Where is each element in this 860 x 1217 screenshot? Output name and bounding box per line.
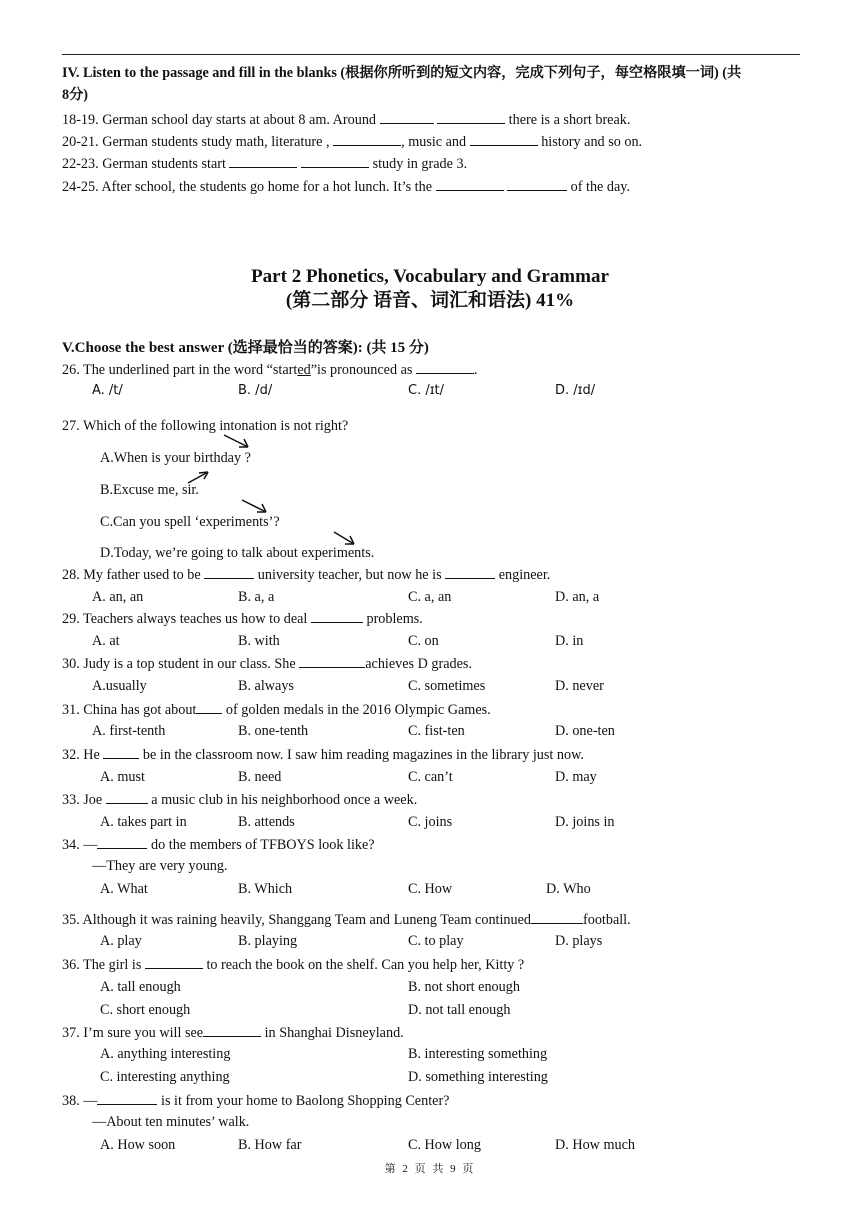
q26-stem: 26. The underlined part in the word “start: [62, 362, 298, 378]
option-c[interactable]: C. sometimes: [408, 678, 486, 694]
option-d[interactable]: D. one-ten: [555, 723, 615, 739]
q38-text-end: is it from your home to Baolong Shopping Center?: [161, 1093, 450, 1109]
option-a[interactable]: A. How soon: [100, 1137, 176, 1153]
answer-blank[interactable]: [416, 360, 474, 374]
question-28: [62, 565, 550, 584]
q18-text-end: there is a short break.: [508, 112, 631, 128]
option-a[interactable]: A. tall enough: [100, 979, 181, 995]
q34-text: 34. —: [62, 837, 98, 853]
option-b[interactable]: B. one-tenth: [238, 723, 309, 739]
option-c[interactable]: C. short enough: [100, 1002, 191, 1018]
q28-text-end: engineer.: [498, 567, 551, 583]
question-34: [62, 835, 375, 854]
option-a[interactable]: A. play: [100, 933, 142, 949]
answer-blank[interactable]: [203, 1023, 261, 1037]
answer-blank[interactable]: [445, 565, 495, 579]
answer-blank[interactable]: [531, 910, 583, 924]
option-c[interactable]: C. How long: [408, 1137, 481, 1153]
option-c[interactable]: C. a, an: [408, 589, 452, 605]
option-a[interactable]: A.usually: [92, 678, 147, 694]
option-d[interactable]: D. in: [555, 633, 584, 649]
answer-blank[interactable]: [106, 790, 148, 804]
option-c[interactable]: C. interesting anything: [100, 1069, 230, 1085]
question-18-19: [62, 110, 630, 129]
answer-blank[interactable]: [301, 154, 369, 168]
option-d[interactable]: D. not tall enough: [408, 1002, 511, 1018]
option-a[interactable]: A. must: [100, 769, 145, 785]
part-2-title: Part 2 Phonetics, Vocabulary and Grammar: [251, 266, 609, 287]
option-b[interactable]: B. How far: [238, 1137, 302, 1153]
answer-blank[interactable]: [299, 654, 365, 668]
q20-text: 20-21. German students study math, literature ,: [62, 134, 330, 150]
q24-text-end: of the day.: [570, 179, 630, 195]
answer-blank[interactable]: [436, 177, 504, 191]
option-b[interactable]: B. with: [238, 633, 280, 649]
answer-blank[interactable]: [204, 565, 254, 579]
q22-text-end: study in grade 3.: [372, 156, 468, 172]
option-c[interactable]: C. /ɪt/: [408, 383, 445, 398]
option-b[interactable]: B. Which: [238, 881, 293, 897]
q36-text: 36. The girl is: [62, 957, 142, 973]
option-d[interactable]: D.Today, we’re going to talk about experiments.: [100, 545, 375, 561]
question-31: [62, 700, 491, 719]
q20-text-mid: , music and: [401, 134, 467, 150]
option-d[interactable]: D. something interesting: [408, 1069, 548, 1085]
question-29: [62, 609, 423, 628]
answer-blank[interactable]: [380, 110, 434, 124]
question-24-25: [62, 177, 630, 196]
answer-blank[interactable]: [97, 835, 147, 849]
option-b[interactable]: B.Excuse me, sir.: [100, 482, 199, 498]
q37-text: 37. I’m sure you will see: [62, 1025, 204, 1041]
question-30: [62, 654, 472, 673]
option-b[interactable]: B. need: [238, 769, 282, 785]
option-d[interactable]: D. How much: [555, 1137, 635, 1153]
q32-text-end: be in the classroom now. I saw him reading magazines in the library just now.: [142, 747, 584, 763]
question-36: [62, 955, 524, 974]
option-d[interactable]: D. may: [555, 769, 597, 785]
option-c[interactable]: C. on: [408, 633, 439, 649]
q22-text: 22-23. German students start: [62, 156, 226, 172]
option-c[interactable]: C. to play: [408, 933, 464, 949]
q26-stem-end: .: [473, 362, 478, 378]
option-a[interactable]: A. /t/: [92, 383, 123, 398]
answer-blank[interactable]: [145, 955, 203, 969]
question-37: [62, 1023, 404, 1042]
section-iv-heading: IV. Listen to the passage and fill in the blanks (根据你所听到的短文内容，完成下列句子，每空格限填一词) (共: [62, 65, 742, 81]
option-d[interactable]: D. Who: [546, 881, 591, 897]
q29-text: 29. Teachers always teaches us how to deal: [62, 611, 308, 627]
option-a[interactable]: A. What: [100, 881, 148, 897]
question-22-23: [62, 154, 467, 173]
part-2-subtitle: (第二部分 语音、词汇和语法) 41%: [285, 290, 575, 311]
option-d[interactable]: D. /ɪd/: [555, 383, 596, 398]
option-a[interactable]: A. takes part in: [100, 814, 187, 830]
answer-blank[interactable]: [311, 609, 363, 623]
option-b[interactable]: B. a, a: [238, 589, 275, 605]
q18-text: 18-19. German school day starts at about 8 am. Around: [62, 112, 377, 128]
q33-text-end: a music club in his neighborhood once a week.: [151, 792, 418, 808]
option-a[interactable]: A. first-tenth: [92, 723, 166, 739]
q35-text: 35. Although it was raining heavily, Shanggang Team and Luneng Team continued: [62, 912, 531, 928]
q30-text: 30. Judy is a top student in our class. She: [62, 656, 296, 672]
option-b[interactable]: B. /d/: [238, 383, 273, 398]
option-d[interactable]: D. plays: [555, 933, 603, 949]
question-38: [62, 1091, 449, 1110]
q30-text-end: achieves D grades.: [365, 656, 472, 672]
question-26: [62, 360, 478, 379]
question-35: [62, 910, 631, 929]
option-c[interactable]: C. How: [408, 881, 453, 897]
page-number: 第 2 页 共 9 页: [384, 1163, 476, 1175]
question-20-21: [62, 132, 642, 151]
q26-underlined: ed: [297, 362, 311, 378]
option-a[interactable]: A. an, an: [92, 589, 144, 605]
option-b[interactable]: B. playing: [238, 933, 298, 949]
answer-blank[interactable]: [103, 745, 139, 759]
q37-text-end: in Shanghai Disneyland.: [264, 1025, 404, 1041]
option-b[interactable]: B. always: [238, 678, 294, 694]
answer-blank[interactable]: [196, 700, 222, 714]
question-32: [62, 745, 584, 764]
q26-stem-b: ”is pronounced as: [310, 362, 413, 378]
section-iv-heading-cont: 8分): [62, 87, 89, 103]
answer-blank[interactable]: [437, 110, 505, 124]
q29-text-end: problems.: [366, 611, 423, 627]
option-a[interactable]: A. anything interesting: [100, 1046, 231, 1062]
option-c[interactable]: C. fist-ten: [408, 723, 465, 739]
option-a[interactable]: A. at: [92, 633, 120, 649]
option-d[interactable]: D. an, a: [555, 589, 600, 605]
section-v-heading: V.Choose the best answer (选择最恰当的答案): (共 15 分): [62, 340, 429, 356]
option-a[interactable]: A.When is your birthday ?: [100, 450, 251, 466]
option-b[interactable]: B. interesting something: [408, 1046, 548, 1062]
top-divider: [62, 54, 800, 55]
option-c[interactable]: C.Can you spell ‘experiments’?: [100, 514, 280, 530]
question-27: 27. Which of the following intonation is not right?: [62, 418, 349, 434]
answer-blank[interactable]: [333, 132, 401, 146]
q24-text: 24-25. After school, the students go home for a hot lunch. It’s the: [62, 179, 432, 195]
answer-blank[interactable]: [507, 177, 567, 191]
option-b[interactable]: B. not short enough: [408, 979, 520, 995]
q34-reply: —They are very young.: [92, 858, 228, 874]
q38-text: 38. —: [62, 1093, 98, 1109]
q31-text-end: of golden medals in the 2016 Olympic Games.: [225, 702, 491, 718]
q34-text-end: do the members of TFBOYS look like?: [151, 837, 375, 853]
option-c[interactable]: C. joins: [408, 814, 453, 830]
question-33: [62, 790, 417, 809]
q36-text-end: to reach the book on the shelf. Can you help her, Kitty ?: [206, 957, 525, 973]
answer-blank[interactable]: [97, 1091, 157, 1105]
q35-text-end: football.: [583, 912, 631, 928]
option-b[interactable]: B. attends: [238, 814, 295, 830]
answer-blank[interactable]: [229, 154, 297, 168]
option-d[interactable]: D. joins in: [555, 814, 615, 830]
answer-blank[interactable]: [470, 132, 538, 146]
option-c[interactable]: C. can’t: [408, 769, 453, 785]
q28-text-mid: university teacher, but now he is: [257, 567, 442, 583]
q28-text: 28. My father used to be: [62, 567, 201, 583]
q33-text: 33. Joe: [62, 792, 103, 808]
q31-text: 31. China has got about: [62, 702, 197, 718]
option-d[interactable]: D. never: [555, 678, 604, 694]
q20-text-end: history and so on.: [541, 134, 643, 150]
q32-text: 32. He: [62, 747, 100, 763]
q38-reply: —About ten minutes’ walk.: [92, 1114, 250, 1130]
